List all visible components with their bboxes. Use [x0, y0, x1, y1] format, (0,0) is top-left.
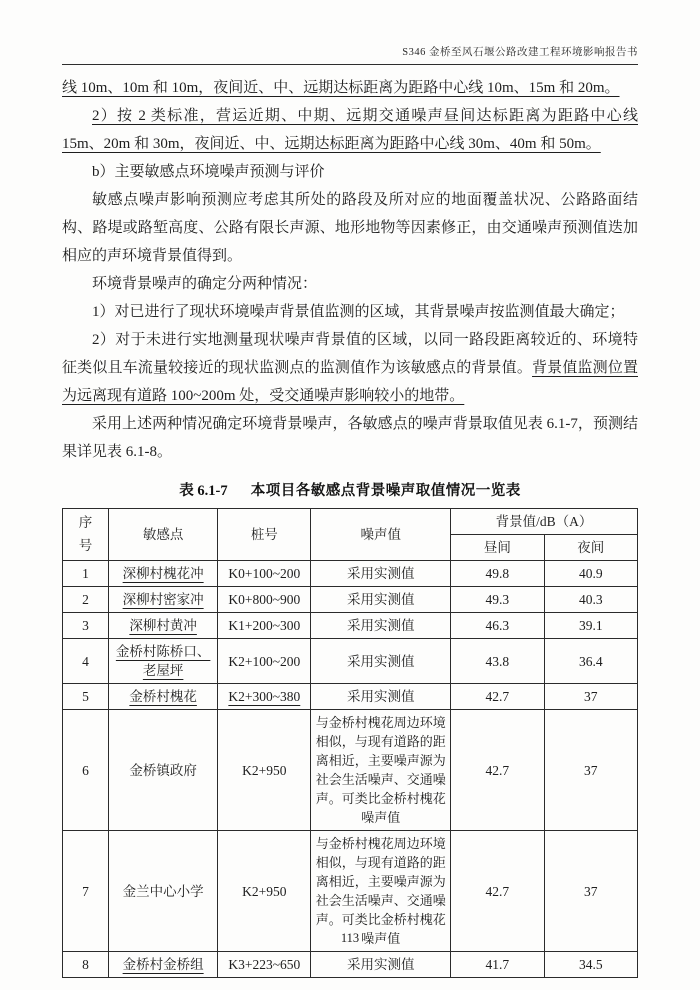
paragraph — [62, 102, 638, 158]
table-header-row-1 — [63, 509, 638, 535]
night-value-cell: 39.1 — [544, 613, 637, 639]
sensitive-point-cell: 深柳村密家冲 — [109, 587, 218, 613]
text-segment: 1）对已进行了现状环境噪声背景值监测的区域，其背景噪声按监测值最大确定； — [92, 304, 625, 320]
col-header-noise-value: 噪声值 — [311, 509, 451, 561]
table-row — [63, 952, 638, 978]
day-value-cell: 42.7 — [451, 831, 544, 952]
stake-number-cell: K2+950 — [218, 710, 311, 831]
paragraph — [62, 186, 638, 270]
col-header-day: 昼间 — [451, 535, 544, 561]
noise-value-cell: 与金桥村槐花周边环境相似，与现有道路的距离相近，主要噪声源为社会生活噪声、交通噪声。可类比金桥村槐花噪声值 — [311, 831, 451, 952]
col-header-background-group: 背景值/dB（A） — [451, 509, 638, 535]
row-number-cell: 1 — [63, 561, 109, 587]
noise-value-cell: 采用实测值 — [311, 561, 451, 587]
row-number-cell: 8 — [63, 952, 109, 978]
table-row — [63, 561, 638, 587]
page-header — [62, 44, 638, 65]
day-value-cell: 41.7 — [451, 952, 544, 978]
paragraph — [62, 410, 638, 466]
sensitive-point-cell: 深柳村槐花冲 — [109, 561, 218, 587]
day-value-cell: 49.8 — [451, 561, 544, 587]
day-value-cell: 42.7 — [451, 710, 544, 831]
noise-value-cell: 采用实测值 — [311, 684, 451, 710]
table-row — [63, 587, 638, 613]
sensitive-point-cell: 金桥村金桥组 — [109, 952, 218, 978]
col-header-sensitive-point: 敏感点 — [109, 509, 218, 561]
paragraph — [62, 158, 638, 186]
day-value-cell: 46.3 — [451, 613, 544, 639]
text-segment: 环境背景噪声的确定分两种情况： — [92, 276, 318, 292]
noise-value-cell: 采用实测值 — [311, 639, 451, 684]
text-segment: 线 10m、10m 和 10m，夜间近、中、远期达标距离为距路中心线 10m、15m 和 20m。 — [62, 80, 620, 96]
night-value-cell: 40.9 — [544, 561, 637, 587]
table-caption-label: 表 6.1-7 — [179, 483, 228, 499]
stake-number-cell: K1+200~300 — [218, 613, 311, 639]
text-segment: 背景值监测位置为远离现有道路 100~200m 处，受交通噪声影响较小的地带。 — [62, 360, 638, 404]
paragraph — [62, 326, 638, 410]
noise-value-cell: 采用实测值 — [311, 613, 451, 639]
night-value-cell: 37 — [544, 710, 637, 831]
night-value-cell: 34.5 — [544, 952, 637, 978]
paragraph — [62, 74, 638, 102]
stake-number-cell: K2+300~380 — [218, 684, 311, 710]
table-caption-title: 本项目各敏感点背景噪声取值情况一览表 — [250, 483, 521, 499]
text-segment: b）主要敏感点环境噪声预测与评价 — [92, 164, 325, 180]
row-number-cell: 4 — [63, 639, 109, 684]
night-value-cell: 36.4 — [544, 639, 637, 684]
noise-value-cell: 与金桥村槐花周边环境相似，与现有道路的距离相近，主要噪声源为社会生活噪声、交通噪声。可类比金桥村槐花噪声值 — [311, 710, 451, 831]
text-segment: 敏感点噪声影响预测应考虑其所处的路段及所对应的地面覆盖状况、公路路面结构、路堤或路堑高度、公路有限长声源、地形地物等因素修正，由交通噪声预测值迭加相应的声环境背景值得到。 — [62, 192, 638, 264]
day-value-cell: 42.7 — [451, 684, 544, 710]
stake-number-cell: K2+100~200 — [218, 639, 311, 684]
col-header-night: 夜间 — [544, 535, 637, 561]
row-number-cell: 2 — [63, 587, 109, 613]
background-noise-table — [62, 508, 638, 978]
stake-number-cell: K0+800~900 — [218, 587, 311, 613]
sensitive-point-cell: 金兰中心小学 — [109, 831, 218, 952]
night-value-cell: 40.3 — [544, 587, 637, 613]
text-segment: 2）按 2 类标准，营运近期、中期、远期交通噪声昼间达标距离为距路中心线 15m、20m 和 30m，夜间近、中、远期达标距离为距路中心线 30m、40m 和 50m。 — [62, 108, 638, 152]
stake-number-cell: K0+100~200 — [218, 561, 311, 587]
report-title: S346 金桥至风石堰公路改建工程环境影响报告书 — [402, 47, 638, 58]
table-row — [63, 639, 638, 684]
noise-value-cell: 采用实测值 — [311, 952, 451, 978]
table-row — [63, 684, 638, 710]
paragraph — [62, 298, 638, 326]
row-number-cell: 5 — [63, 684, 109, 710]
day-value-cell: 43.8 — [451, 639, 544, 684]
day-value-cell: 49.3 — [451, 587, 544, 613]
table-caption — [62, 479, 638, 500]
text-segment: 采用上述两种情况确定环境背景噪声，各敏感点的噪声背景取值见表 6.1-7，预测结果详见表 6.1-8。 — [62, 416, 638, 460]
text-segment: 2）对于未进行实地测量现状噪声背景值的区域，以同一路段距离较近的、环境特征类似且车流量较接近的现状监测点的监测值作为该敏感点的背景值。 — [62, 332, 638, 376]
table-row — [63, 710, 638, 831]
body-text — [62, 74, 638, 466]
noise-value-cell: 采用实测值 — [311, 587, 451, 613]
row-number-cell: 3 — [63, 613, 109, 639]
night-value-cell: 37 — [544, 831, 637, 952]
col-header-no-label: 序号 — [78, 515, 93, 553]
sensitive-point-cell: 金桥村槐花 — [109, 684, 218, 710]
night-value-cell: 37 — [544, 684, 637, 710]
paragraph — [62, 270, 638, 298]
stake-number-cell: K2+950 — [218, 831, 311, 952]
row-number-cell: 7 — [63, 831, 109, 952]
sensitive-point-cell: 深柳村黄冲 — [109, 613, 218, 639]
col-header-no — [63, 509, 109, 561]
sensitive-point-cell: 金桥镇政府 — [109, 710, 218, 831]
col-header-stake: 桩号 — [218, 509, 311, 561]
table-row — [63, 613, 638, 639]
sensitive-point-cell: 金桥村陈桥口、老屋坪 — [109, 639, 218, 684]
row-number-cell: 6 — [63, 710, 109, 831]
page-number: 113 — [340, 931, 360, 945]
stake-number-cell: K3+223~650 — [218, 952, 311, 978]
